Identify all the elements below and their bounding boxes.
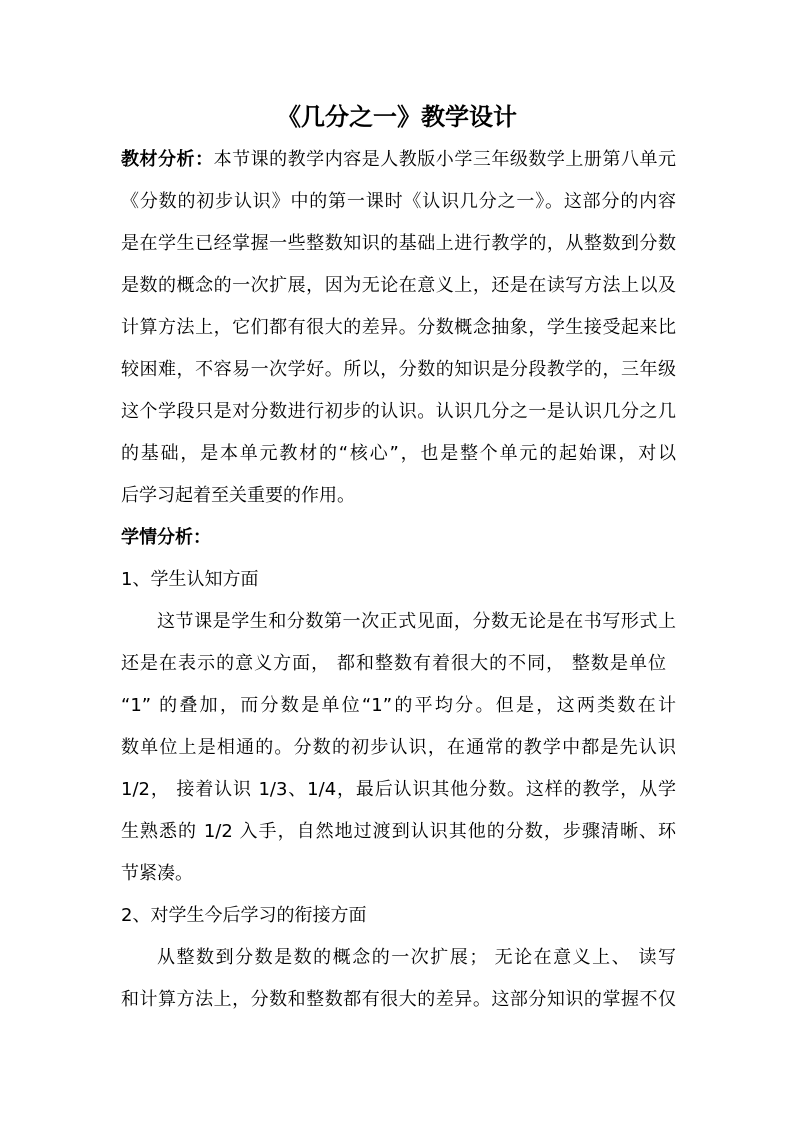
subsection-heading-continuity: 2、对学生今后学习的衔接方面 bbox=[121, 905, 367, 926]
paragraph-line: 生熟悉的 1/2 入手，自然地过渡到认识其他的分数，步骤清晰、环 bbox=[121, 821, 676, 842]
paragraph-line: 较困难，不容易一次学好。所以，分数的知识是分段教学的，三年级 bbox=[121, 359, 676, 380]
paragraph-line: 的基础，是本单元教材的“核心”，也是整个单元的起始课，对以 bbox=[121, 443, 676, 464]
paragraph-line: 是在学生已经掌握一些整数知识的基础上进行教学的，从整数到分数 bbox=[121, 233, 676, 254]
section-heading-students: 学情分析： bbox=[121, 527, 211, 548]
paragraph-line: 1/2， 接着认识 1/3、1/4，最后认识其他分数。这样的教学，从学 bbox=[121, 779, 676, 800]
paragraph-line: 是数的概念的一次扩展，因为无论在意义上，还是在读写方法上以及 bbox=[121, 275, 676, 296]
paragraph-line: 《分数的初步认识》中的第一课时《认识几分之一》。这部分的内容 bbox=[121, 191, 676, 212]
paragraph-line: 后学习起着至关重要的作用。 bbox=[121, 485, 355, 506]
paragraph-line: 节紧凑。 bbox=[121, 863, 193, 884]
paragraph-line: 和计算方法上，分数和整数都有很大的差异。这部分知识的掌握不仅 bbox=[121, 989, 676, 1010]
subsection-heading-cognition: 1、学生认知方面 bbox=[121, 569, 259, 590]
section-heading-materials: 教材分析： bbox=[121, 149, 214, 170]
document-title: 《几分之一》教学设计 bbox=[277, 103, 517, 131]
paragraph-line: 从整数到分数是数的概念的一次扩展； 无论在意义上、 读写 bbox=[157, 947, 676, 968]
paragraph-line: 这个学段只是对分数进行初步的认识。认识几分之一是认识几分之几 bbox=[121, 401, 676, 422]
paragraph-line: 数单位上是相通的。分数的初步认识，在通常的教学中都是先认识 bbox=[121, 737, 676, 758]
paragraph-line: 计算方法上，它们都有很大的差异。分数概念抽象，学生接受起来比 bbox=[121, 317, 676, 338]
paragraph-line: 还是在表示的意义方面， 都和整数有着很大的不同， 整数是单位 bbox=[121, 653, 666, 674]
paragraph-line bbox=[121, 145, 676, 175]
paragraph-text: 本节课的教学内容是人教版小学三年级数学上册第八单元 bbox=[213, 149, 677, 170]
paragraph-line: “1” 的叠加，而分数是单位“1”的平均分。但是，这两类数在计 bbox=[121, 695, 676, 716]
paragraph-line: 这节课是学生和分数第一次正式见面，分数无论是在书写形式上 bbox=[157, 611, 676, 632]
